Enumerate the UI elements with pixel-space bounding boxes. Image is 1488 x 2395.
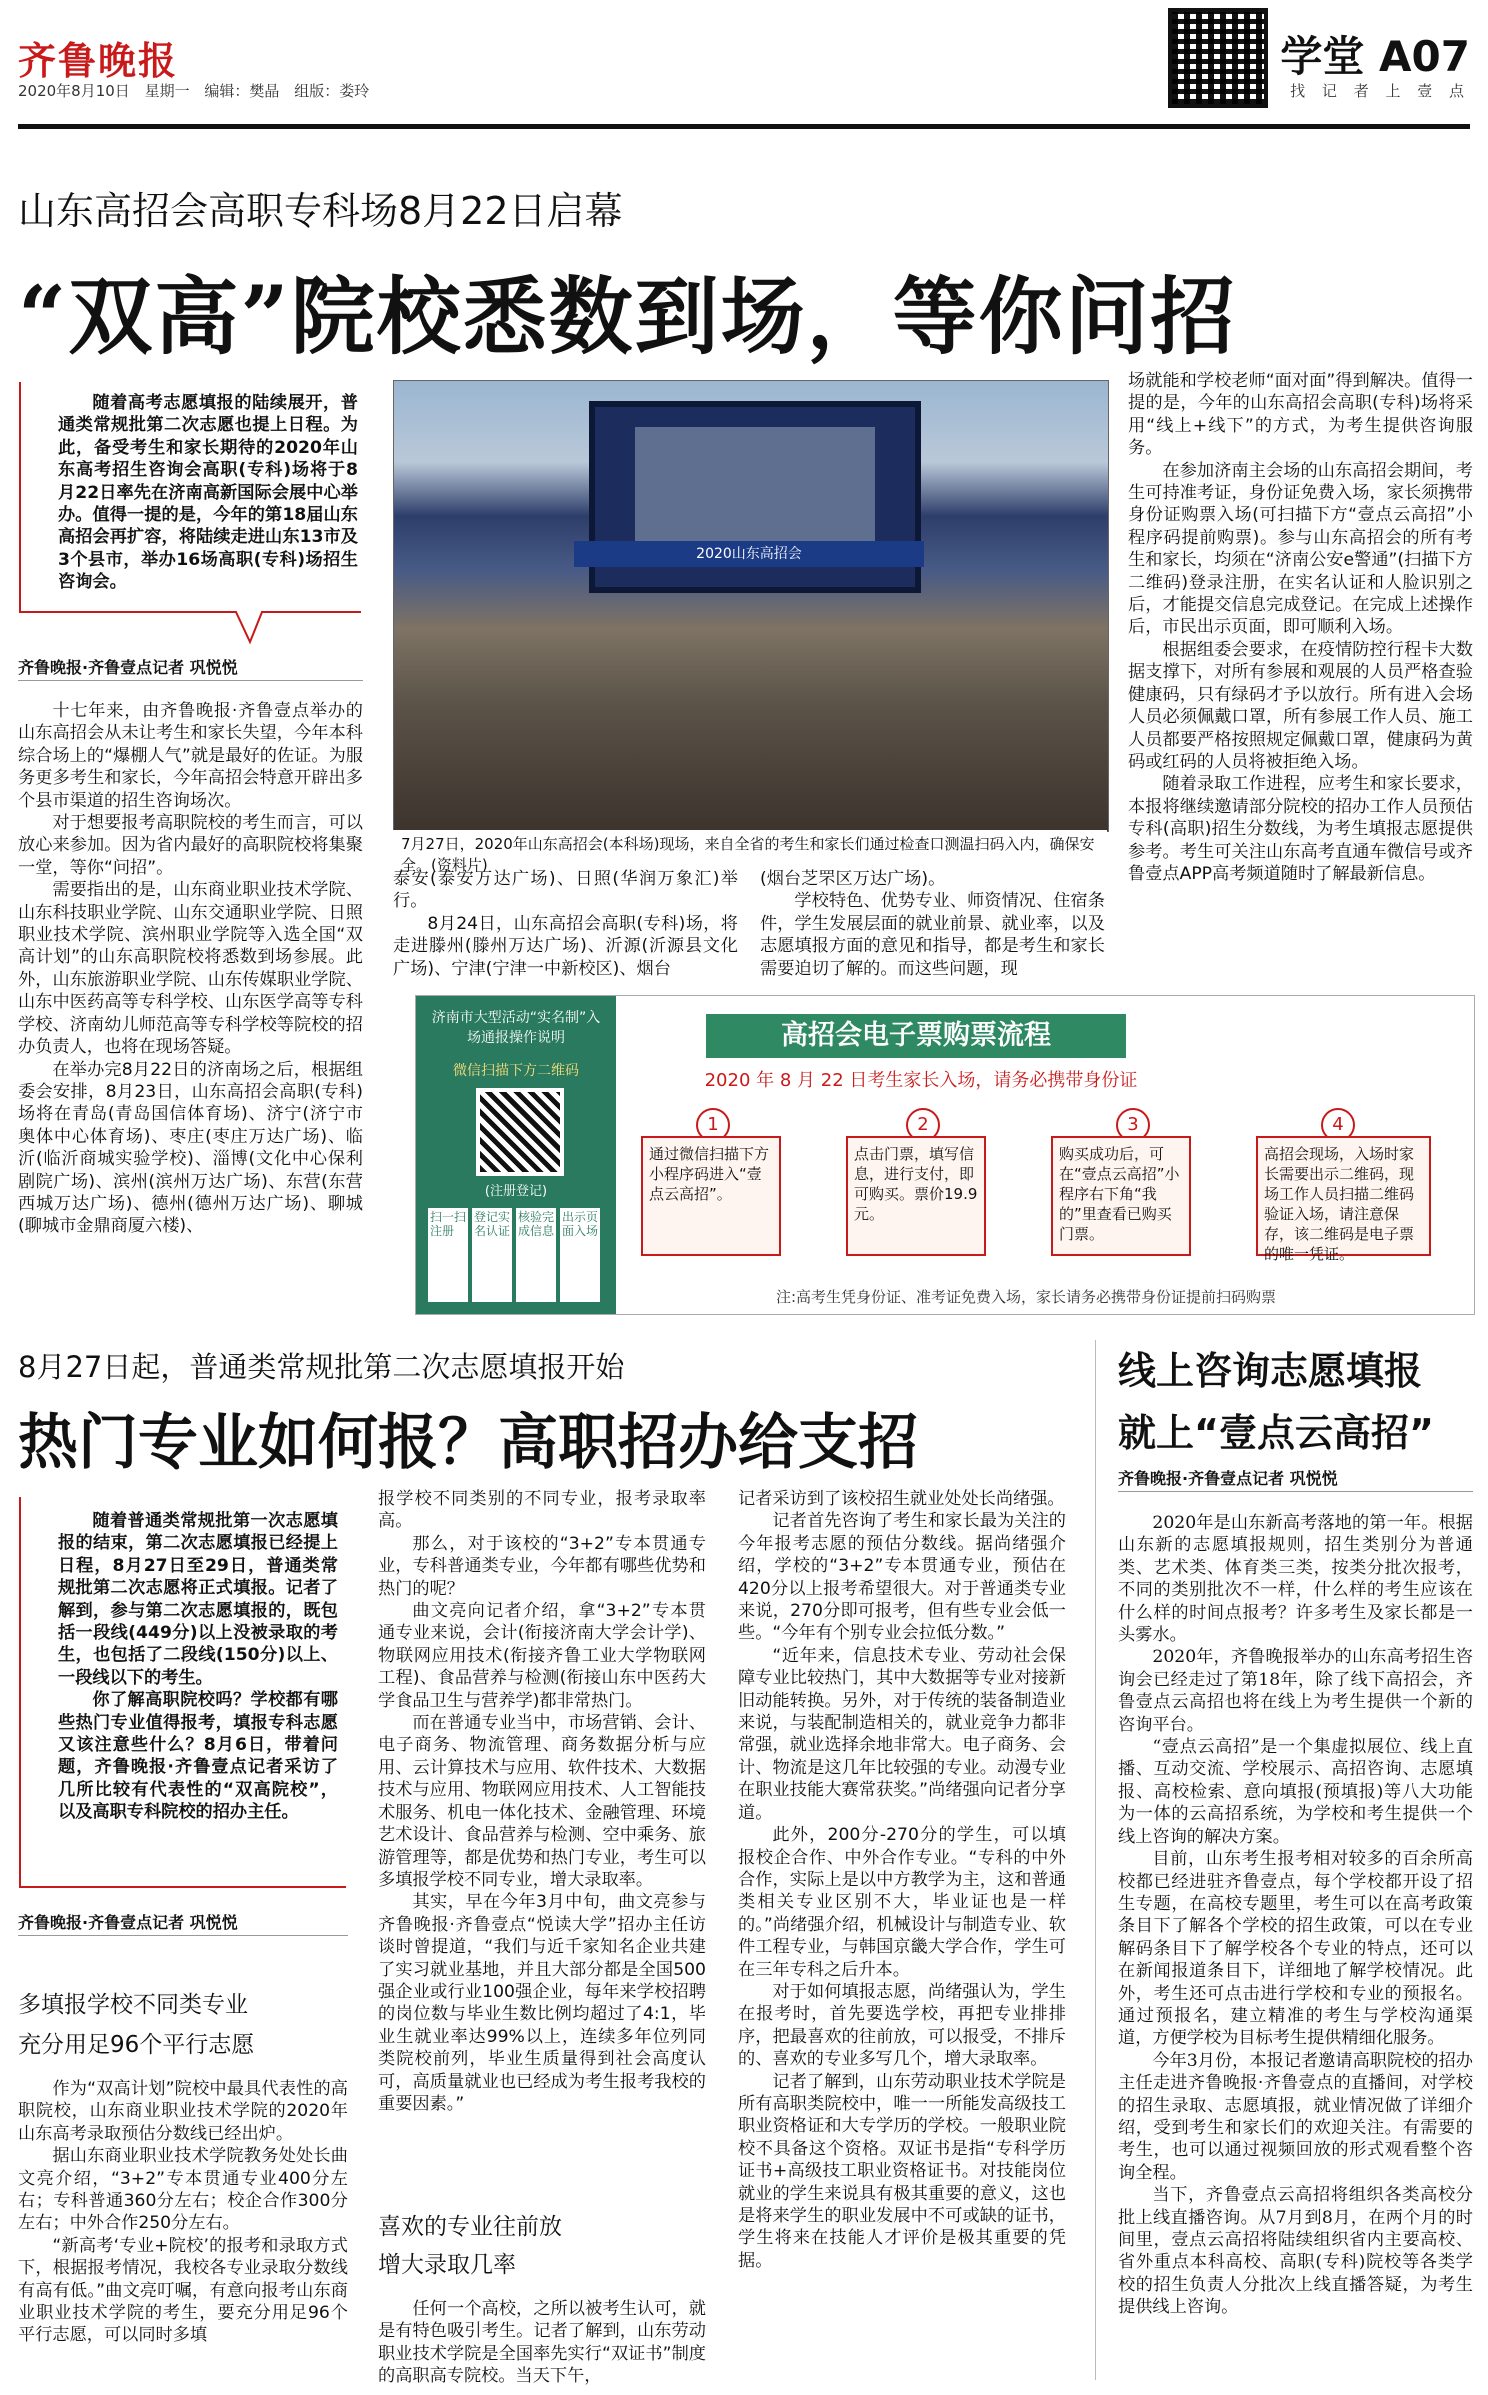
news-photo bbox=[393, 380, 1109, 832]
newspaper-logo: 齐鲁晚报 bbox=[18, 38, 179, 83]
masthead-rule bbox=[18, 124, 1470, 129]
story2-kicker: 8月27日起，普通类常规批第二次志愿填报开始 bbox=[18, 1350, 625, 1384]
story2-lead-frame bbox=[18, 1495, 348, 1895]
story2-subhead-2b: 增大录取几率 bbox=[378, 2252, 516, 2278]
story2-byline: 齐鲁晚报·齐鲁壹点记者 巩悦悦 bbox=[18, 1910, 348, 1936]
realname-panel bbox=[416, 996, 616, 1314]
issue-layout: 组版：娄玲 bbox=[294, 82, 370, 100]
realname-step-3: 核验完成信息 bbox=[516, 1208, 556, 1302]
column-divider bbox=[1095, 1340, 1096, 2380]
step-number-3: 3 bbox=[1116, 1108, 1150, 1142]
flow-step-3: 购买成功后，可在“壹点云高招”小程序右下角“我的”里查看已购买门票。 bbox=[1051, 1136, 1191, 1256]
realname-step-2: 登记实名认证 bbox=[472, 1208, 512, 1302]
story1-headline: “双高”院校悉数到场，等你问招 bbox=[18, 267, 1237, 366]
story1-byline: 齐鲁晚报·齐鲁壹点记者 巩悦悦 bbox=[18, 655, 363, 681]
step-number-4: 4 bbox=[1321, 1108, 1355, 1142]
flow-step-1: 通过微信扫描下方小程序码进入“壹点云高招”。 bbox=[641, 1136, 781, 1256]
story1-lead: 随着高考志愿填报的陆续展开，普通类常规批第二次志愿也提上日程。为此，备受考生和家长期待的2020年山东高考招生咨询会高职(专科)场将于8月22日率先在济南高新国际会展中心举办。值得一提的是，今年的第18届山东高招会再扩容，将陆续走进山东13市及3个县市，举办16场高职(专科)场招生咨询会。 bbox=[58, 393, 358, 593]
story1-mid-right: (烟台芝罘区万达广场)。 学校特色、优势专业、师资情况、住宿条件，学生发展层面的就业前景、就业率，以及志愿填报方面的意见和指导，都是考生和家长需要迫切了解的。而这些问题，现 bbox=[760, 869, 1105, 979]
story1-mid-left: 泰安(泰安万达广场)、日照(华润万象汇)举行。 8月24日，山东高招会高职(专科)场，将走进滕州(滕州万达广场)、沂源(沂源县文化广场)、宁津(宁津一中新校区)、烟台 bbox=[393, 869, 738, 979]
story2-subhead-2a: 喜欢的专业往前放 bbox=[378, 2214, 562, 2240]
story3-headline-1: 线上咨询志愿填报 bbox=[1118, 1349, 1423, 1393]
realname-title: 济南市大型活动“实名制”入场通报操作说明 bbox=[431, 1010, 601, 1046]
section-contact: 找 记 者 上 壹 点 bbox=[1290, 82, 1470, 100]
lead-callout-frame bbox=[18, 380, 363, 650]
story1-column-4: 场就能和学校老师“面对面”得到解决。值得一提的是，今年的山东高招会高职(专科)场将采用“线上+线下”的方式，为考生提供咨询服务。 在参加济南主会场的山东高招会期间，考生可持准考证，身份证免费入场，家长须携带身份证购票入场(可扫描下方“壹点云高招”小程序码提前购票)。参与山东高招会的所有考生和家长，均须在“济南公安e警通”(扫描下方二维码)登录注册，在实名认证和人脸识别之后，才能提交信息完成登记。在完成上述操作后，市民出示页面，即可顺利入场。 根据组委会要求，在疫情防控行程卡大数据支撑下，对所有参展和观展的人员严格查验健康码，只有绿码才予以放行。所有进入会场人员必须佩戴口罩，所有参展工作人员、施工人员都要严格按照规定佩戴口罩，健康码为黄码或红码的人员将被拒绝入场。 随着录取工作进程，应考生和家长要求，本报将继续邀请部分院校的招办工作人员预估专科(高职)招生分数线，为考生填报志愿提供参考。考生可关注山东高考直通车微信号或齐鲁壹点APP高考频道随时了解最新信息。 bbox=[1128, 371, 1473, 884]
issue-editor: 编辑：樊晶 bbox=[204, 82, 280, 100]
story1-kicker: 山东高招会高职专科场8月22日启幕 bbox=[18, 189, 623, 233]
story2-column-2: 报学校不同类别的不同专业，报考录取率高。 那么，对于该校的“3+2”专本贯通专业，专科普通类专业，今年都有哪些优势和热门的呢？ 曲文亮向记者介绍，拿“3+2”专本贯通专业来说，会计(衔接济南大学会计学)、物联网应用技术(衔接齐鲁工业大学物联网工程)、食品营养与检测(衔接山东中医药大学食品卫生与营养学)都非常热门。 而在普通专业当中，市场营销、会计、电子商务、物流管理、商务数据分析与应用、云计算技术与应用、软件技术、大数据技术与应用、物联网应用技术、人工智能技术服务、机电一体化技术、金融管理、环境艺术设计、食品营养与检测、空中乘务、旅游管理等，都是优势和热门专业，考生可以多填报学校不同专业，增大录取率。 其实，早在今年3月中旬，曲文亮参与齐鲁晚报·齐鲁壹点“悦读大学”招办主任访谈时曾提道，“我们与近千家知名企业共建了实习就业基地，并且大部分都是全国500强企业或行业100强企业，每年来学校招聘的岗位数与毕业生数比例均超过了4:1，毕业生就业率达99%以上，连续多年位列同类院校前列，毕业生质量得到社会高度认可，高质量就业也已经成为考生报考我校的重要因素。” bbox=[378, 1489, 706, 2114]
story2-column-3: 记者采访到了该校招生就业处处长尚绪强。 记者首先咨询了考生和家长最为关注的今年报考志愿的预估分数线。据尚绪强介绍，学校的“3+2”专本贯通专业，预估在420分以上报考希望很大。对于普通类专业来说，270分即可报考，但有些专业会低一些。“今年有个别专业会拉低分数。” “近年来，信息技术专业、劳动社会保障专业比较热门，其中大数据等专业对接新旧动能转换。另外，对于传统的装备制造业来说，与装配制造相关的，就业竞争力都非常强，就业选择余地非常大。电子商务、会计、物流是这几年比较强的专业。动漫专业在职业技能大赛常获奖。”尚绪强向记者分享道。 此外，200分-270分的学生，可以填报校企合作、中外合作专业。“专科的中外合作，实际上是以中方教学为主，这和普通类相关专业区别不大，毕业证也是一样的。”尚绪强介绍，机械设计与制造专业、软件工程专业，与韩国京畿大学合作，学生可在三年专科之后升本。 对于如何填报志愿，尚绪强认为，学生在报考时，首先要选学校，再把专业排排序，把最喜欢的往前放，可以报受，不排斥的、喜欢的专业多写几个，增大录取率。 记者了解到，山东劳动职业技术学院是所有高职类院校中，唯一一所能发高级技工职业资格证和大专学历的学校。一般职业院校不具备这个资格。双证书是指“专科学历证书+高级技工职业资格证书。对技能岗位就业的学生来说具有极其重要的意义，这也是将来学生的职业发展中不可或缺的证书，学生将来在技能人才评价是极其重要的凭据。 bbox=[738, 1489, 1066, 2271]
realname-step-4: 出示页面入场 bbox=[560, 1208, 600, 1302]
step-number-2: 2 bbox=[906, 1108, 940, 1142]
qr-code-icon bbox=[1168, 8, 1268, 108]
story2-subhead-1a: 多填报学校不同类专业 bbox=[18, 1992, 248, 2018]
realname-register: (注册登记) bbox=[484, 1184, 548, 1199]
photo-banner: 2020山东高招会 bbox=[574, 541, 924, 567]
realname-hint: 微信扫描下方二维码 bbox=[453, 1063, 579, 1079]
issue-date: 2020年8月10日 bbox=[18, 82, 130, 100]
flow-title: 高招会电子票购票流程 bbox=[706, 1014, 1126, 1058]
step-number-1: 1 bbox=[696, 1108, 730, 1142]
flow-step-2: 点击门票，填写信息，进行支付，即可购买。票价19.9元。 bbox=[846, 1136, 986, 1256]
story2-column-2b: 任何一个高校，之所以被考生认可，就是有特色吸引考生。记者了解到，山东劳动职业技术学院是全国率先实行“双证书”制度的高职高专院校。当天下午， bbox=[378, 2299, 706, 2387]
story3-column: 2020年是山东新高考落地的第一年。根据山东新的志愿填报规则，招生类别分为普通类、艺术类、体育类三类，按类分批次报考，不同的类别批次不一样，什么样的考生应该在什么样的时间点报考？许多考生及家长都是一头雾水。 2020年，齐鲁晚报举办的山东高考招生咨询会已经走过了第18年，除了线下高招会，齐鲁壹点云高招也将在线上为考生提供一个新的咨询平台。 “壹点云高招”是一个集虚拟展位、线上直播、互动交流、学校展示、高招咨询、志愿填报、高校检索、意向填报(预填报)等八大功能为一体的云高招系统，为学校和考生提供一个线上咨询的解决方案。 目前，山东考生报考相对较多的百余所高校都已经进驻齐鲁壹点，每个学校都开设了招生专题，在高校专题里，考生可以在高考政策条目下了解各个学校的招生政策，可以在专业解码条目下了解学校各个专业的特点，还可以在新闻报道条目下，详细地了解学校情况。此外，考生还可点击进行学校和专业的预报名。通过预报名，建立精准的考生与学校沟通渠道，方便学校为目标考生提供精细化服务。 今年3月份，本报记者邀请高职院校的招办主任走进齐鲁晚报·齐鲁壹点的直播间，对学校的招生录取、志愿填报，就业情况做了详细介绍，受到考生和家长们的欢迎关注。有需要的考生，也可以通过视频回放的形式观看整个咨询全程。 当下，齐鲁壹点云高招将组织各类高校分批上线直播咨询。从7月到8月，在两个月的时间里，壹点云高招将陆续组织省内主要高校、省外重点本科高校、高职(专科)院校等各类学校的招生负责人分批次上线直播答疑，为考生提供线上咨询。 bbox=[1118, 1513, 1473, 2318]
issue-meta bbox=[18, 80, 369, 101]
flow-step-4: 高招会现场，入场时家长需要出示二维码，现场工作人员扫描二维码验证入场，请注意保存，该二维码是电子票的唯一凭证。 bbox=[1256, 1136, 1431, 1256]
story2-column-1: 作为“双高计划”院校中最具代表性的高职院校，山东商业职业技术学院的2020年山东高考录取预估分数线已经出炉。 据山东商业职业技术学院教务处处长曲文亮介绍，“3+2”专本贯通专业400分左右；专科普通360分左右；校企合作300分左右；中外合作250分左右。 “新高考‘专业+院校’的报考和录取方式下，根据报考情况，我校各专业录取分数线有高有低。”曲文亮叮嘱，有意向报考山东商业职业技术学院的考生，要充分用足96个平行志愿，可以同时多填 bbox=[18, 2079, 348, 2346]
story2-lead: 随着普通类常规批第一次志愿填报的结束，第二次志愿填报已经提上日程，8月27日至29日，普通类常规批第二次志愿将正式填报。记者了解到，参与第二次志愿填报的，既包括一段线(449分)以上没被录取的考生，也包括了二段线(150分)以上、一段线以下的考生。 你了解高职院校吗？学校都有哪些热门专业值得报考，填报专科志愿又该注意些什么？8月6日，带着问题，齐鲁晚报·齐鲁壹点记者采访了几所比较有代表性的“双高院校”，以及高职专科院校的招办主任。 bbox=[58, 1511, 338, 1823]
qr-code-icon bbox=[476, 1088, 564, 1176]
ticket-flow-graphic bbox=[415, 995, 1475, 1315]
story3-byline: 齐鲁晚报·齐鲁壹点记者 巩悦悦 bbox=[1118, 1466, 1473, 1492]
flow-note: 注:高考生凭身份证、准考证免费入场，家长请务必携带身份证提前扫码购票 bbox=[776, 1288, 1277, 1306]
story2-subhead-1b: 充分用足96个平行志愿 bbox=[18, 2032, 255, 2058]
section-label: 学堂 A07 bbox=[1280, 32, 1470, 81]
flow-subtitle: 2020 年 8 月 22 日考生家长入场，请务必携带身份证 bbox=[704, 1070, 1138, 1091]
story1-column-1: 十七年来，由齐鲁晚报·齐鲁壹点举办的山东高招会从未让考生和家长失望，今年本科综合场上的“爆棚人气”就是最好的佐证。为服务更多考生和家长，今年高招会特意开辟出多个县市渠道的招生咨询场次。 对于想要报考高职院校的考生而言，可以放心来参加。因为省内最好的高职院校将集聚一堂，等你“问招”。 需要指出的是，山东商业职业技术学院、山东科技职业学院、山东交通职业学院、日照职业技术学院、滨州职业学院等入选全国“双高计划”的山东高职院校将悉数到场参展。此外，山东旅游职业学院、山东传媒职业学院、山东中医药高等专科学校、山东医学高等专科学校、济南幼儿师范高等专科学校等院校的招办负责人，也将在现场答疑。 在举办完8月22日的济南场之后，根据组委会安排，8月23日，山东高招会高职(专科)场将在青岛(青岛国信体育场)、济宁(济宁市奥体中心体育场)、枣庄(枣庄万达广场)、临沂(临沂商城实验学校)、淄博(文化中心保利剧院广场)、滨州(滨州万达广场)、东营(东营西城万达广场)、德州(德州万达广场)、聊城(聊城市金鼎商厦六楼)、 bbox=[18, 701, 363, 1237]
story2-headline: 热门专业如何报？高职招办给支招 bbox=[18, 1408, 918, 1478]
photo-caption: 7月27日，2020年山东高招会(本科场)现场，来自全省的考生和家长们通过检查口测温扫码入内，确保安全。(资料片) bbox=[393, 830, 1107, 880]
realname-step-1: 扫一扫注册 bbox=[428, 1208, 468, 1302]
story3-headline-2: 就上“壹点云高招” bbox=[1118, 1411, 1434, 1455]
issue-weekday: 星期一 bbox=[144, 82, 190, 100]
